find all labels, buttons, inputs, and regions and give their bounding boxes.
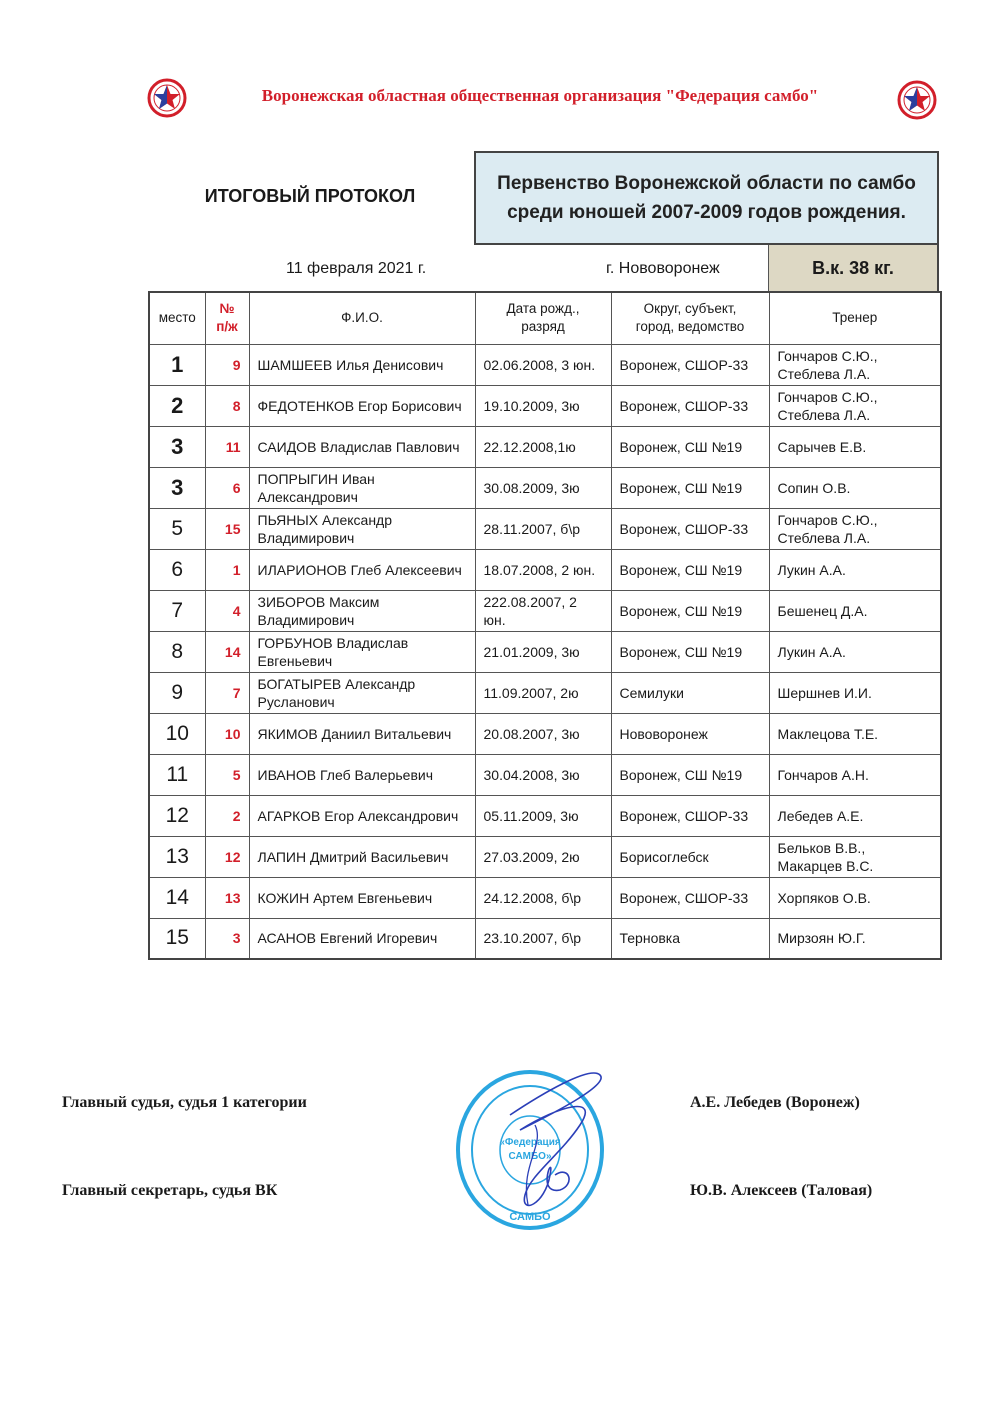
place-cell: 1 [149,344,205,385]
table-row [149,836,941,877]
number-cell: 3 [205,918,249,959]
number-cell: 9 [205,344,249,385]
dob-cell: 27.03.2009, 2ю [475,836,611,877]
coach-cell: Сопин О.В. [769,467,941,508]
event-title-box [474,151,939,245]
weight-category: В.к. 38 кг. [768,245,939,291]
region-cell: Воронеж, СШ №19 [611,549,769,590]
region-cell: Воронеж, СШ №19 [611,590,769,631]
region-cell: Воронеж, СШ №19 [611,426,769,467]
dob-cell: 30.08.2009, 3ю [475,467,611,508]
region-cell: Нововоронеж [611,713,769,754]
table-row [149,631,941,672]
dob-cell: 222.08.2007, 2 юн. [475,590,611,631]
place-cell: 2 [149,385,205,426]
place-cell: 6 [149,549,205,590]
region-cell: Воронеж, СШОР-33 [611,508,769,549]
name-cell: ПЬЯНЫХ Александр Владимирович [249,508,475,549]
table-header-row [149,292,941,344]
dob-cell: 19.10.2009, 3ю [475,385,611,426]
number-cell: 15 [205,508,249,549]
svg-text:«Федерация: «Федерация [499,1137,561,1148]
name-cell: ИВАНОВ Глеб Валерьевич [249,754,475,795]
region-cell: Терновка [611,918,769,959]
column-header-number-line2: п/ж [216,319,238,335]
place-cell: 3 [149,426,205,467]
column-header-place: место [149,292,205,344]
place-cell: 13 [149,836,205,877]
column-header-dob [475,292,611,344]
name-cell: ПОПРЫГИН Иван Александрович [249,467,475,508]
place-cell: 10 [149,713,205,754]
sambo-federation-logo-right-icon [897,80,937,120]
name-cell: ЗИБОРОВ Максим Владимирович [249,590,475,631]
name-cell: ИЛАРИОНОВ Глеб Алексеевич [249,549,475,590]
table-row [149,795,941,836]
name-cell: ЯКИМОВ Даниил Витальевич [249,713,475,754]
table-row [149,344,941,385]
federation-stamp-icon [450,1055,620,1235]
dob-cell: 05.11.2009, 3ю [475,795,611,836]
place-cell: 12 [149,795,205,836]
table-row [149,754,941,795]
table-row [149,918,941,959]
name-cell: ФЕДОТЕНКОВ Егор Борисович [249,385,475,426]
svg-text:САМБО»: САМБО» [508,1151,552,1162]
svg-text:САМБО: САМБО [509,1211,551,1223]
results-table [148,291,942,960]
name-cell: ГОРБУНОВ Владислав Евгеньевич [249,631,475,672]
event-title-line2: среди юношей 2007-2009 годов рождения. [507,202,906,223]
column-header-dob-line1: Дата рожд., [506,301,580,317]
table-row [149,385,941,426]
coach-cell: Маклецова Т.Е. [769,713,941,754]
region-cell: Воронеж, СШОР-33 [611,385,769,426]
coach-cell: Бешенец Д.А. [769,590,941,631]
coach-cell: Гончаров С.Ю., Стеблева Л.А. [769,344,941,385]
region-cell: Воронеж, СШ №19 [611,467,769,508]
column-header-number-line1: № [219,301,235,317]
coach-cell: Лукин А.А. [769,631,941,672]
number-cell: 1 [205,549,249,590]
dob-cell: 02.06.2008, 3 юн. [475,344,611,385]
name-cell: ШАМШЕЕВ Илья Денисович [249,344,475,385]
coach-cell: Гончаров С.Ю., Стеблева Л.А. [769,385,941,426]
name-cell: АГАРКОВ Егор Александрович [249,795,475,836]
dob-cell: 24.12.2008, б\р [475,877,611,918]
dob-cell: 18.07.2008, 2 юн. [475,549,611,590]
table-row [149,467,941,508]
coach-cell: Шершнев И.И. [769,672,941,713]
number-cell: 4 [205,590,249,631]
coach-cell: Гончаров А.Н. [769,754,941,795]
chief-judge-label: Главный судья, судья 1 категории [62,1094,307,1111]
coach-cell: Мирзоян Ю.Г. [769,918,941,959]
name-cell: АСАНОВ Евгений Игоревич [249,918,475,959]
place-cell: 7 [149,590,205,631]
region-cell: Воронеж, СШ №19 [611,631,769,672]
name-cell: КОЖИН Артем Евгеньевич [249,877,475,918]
column-header-region [611,292,769,344]
table-row [149,713,941,754]
number-cell: 10 [205,713,249,754]
table-row [149,508,941,549]
coach-cell: Сарычев Е.В. [769,426,941,467]
place-cell: 15 [149,918,205,959]
number-cell: 12 [205,836,249,877]
sambo-federation-logo-left-icon [147,78,187,118]
place-cell: 9 [149,672,205,713]
region-cell: Воронеж, СШОР-33 [611,795,769,836]
column-header-number [205,292,249,344]
event-title-line1: Первенство Воронежской области по самбо [497,173,916,194]
name-cell: САИДОВ Владислав Павлович [249,426,475,467]
place-cell: 5 [149,508,205,549]
dob-cell: 28.11.2007, б\р [475,508,611,549]
dob-cell: 23.10.2007, б\р [475,918,611,959]
dob-cell: 11.09.2007, 2ю [475,672,611,713]
number-cell: 2 [205,795,249,836]
coach-cell: Лебедев А.Е. [769,795,941,836]
chief-judge-name: А.Е. Лебедев (Воронеж) [690,1094,860,1111]
dob-cell: 22.12.2008,1ю [475,426,611,467]
region-cell: Воронеж, СШОР-33 [611,344,769,385]
number-cell: 8 [205,385,249,426]
region-cell: Борисоглебск [611,836,769,877]
number-cell: 14 [205,631,249,672]
organization-title: Воронежская областная общественная организация "Федерация самбо" [261,86,819,105]
place-cell: 14 [149,877,205,918]
coach-cell: Гончаров С.Ю., Стеблева Л.А. [769,508,941,549]
column-header-region-line2: город, ведомство [635,319,745,335]
column-header-dob-line2: разряд [521,319,565,335]
number-cell: 13 [205,877,249,918]
place-cell: 8 [149,631,205,672]
name-cell: ЛАПИН Дмитрий Васильевич [249,836,475,877]
name-cell: БОГАТЫРЕВ Александр Русланович [249,672,475,713]
number-cell: 5 [205,754,249,795]
event-city: г. Нововоронеж [606,260,720,277]
dob-cell: 21.01.2009, 3ю [475,631,611,672]
place-cell: 11 [149,754,205,795]
coach-cell: Бельков В.В., Макарцев В.С. [769,836,941,877]
table-row [149,590,941,631]
table-row [149,672,941,713]
column-header-region-line1: Округ, субъект, [643,301,737,317]
place-cell: 3 [149,467,205,508]
protocol-title: ИТОГОВЫЙ ПРОТОКОЛ [204,186,416,206]
event-date: 11 февраля 2021 г. [286,260,427,277]
region-cell: Семилуки [611,672,769,713]
number-cell: 11 [205,426,249,467]
chief-secretary-label: Главный секретарь, судья ВК [62,1182,278,1199]
table-row [149,426,941,467]
region-cell: Воронеж, СШОР-33 [611,877,769,918]
column-header-name: Ф.И.О. [249,292,475,344]
dob-cell: 30.04.2008, 3ю [475,754,611,795]
table-row [149,549,941,590]
number-cell: 7 [205,672,249,713]
column-header-coach: Тренер [769,292,941,344]
region-cell: Воронеж, СШ №19 [611,754,769,795]
coach-cell: Хорпяков О.В. [769,877,941,918]
dob-cell: 20.08.2007, 3ю [475,713,611,754]
number-cell: 6 [205,467,249,508]
chief-secretary-name: Ю.В. Алексеев (Таловая) [690,1182,873,1199]
table-row [149,877,941,918]
coach-cell: Лукин А.А. [769,549,941,590]
